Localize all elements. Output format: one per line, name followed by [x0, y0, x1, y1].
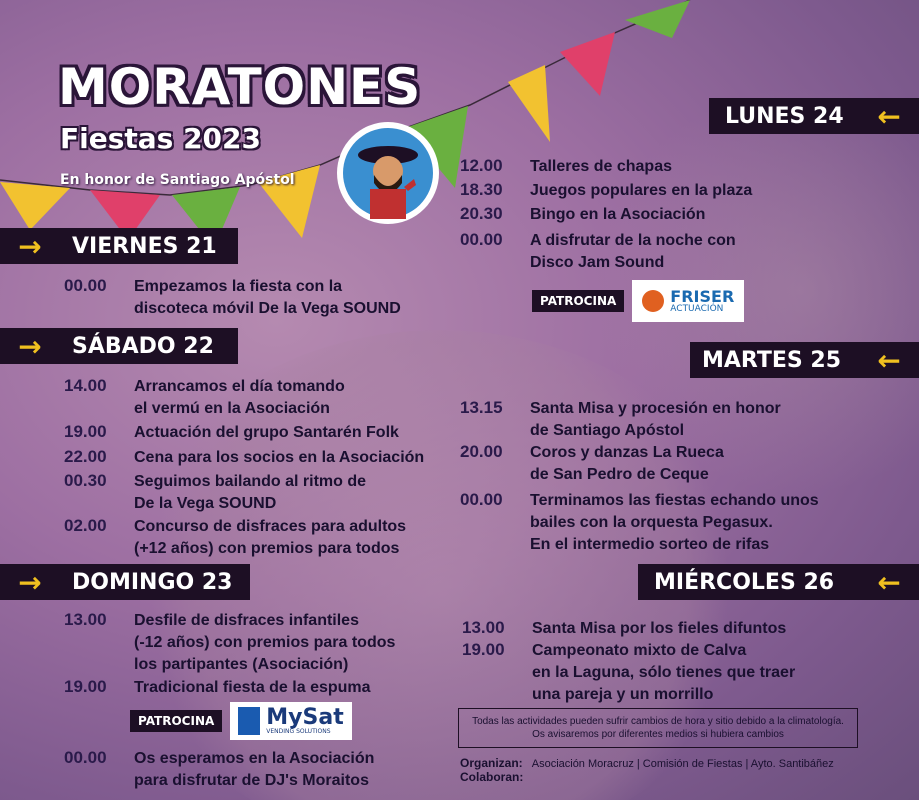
event-time: 00.30 [64, 471, 107, 490]
friser-name: FRISER [670, 286, 735, 306]
arrow-right-icon: → [18, 329, 42, 363]
arrow-right-icon: → [18, 565, 42, 599]
organizers [460, 756, 834, 784]
day-bar-viernes [0, 228, 238, 264]
collaborators-label: Colaboran: [460, 770, 524, 784]
event-item [64, 447, 424, 469]
event-desc: Juegos populares en la plaza [530, 182, 753, 199]
poster-subtitle: Fiestas 2023 [60, 122, 262, 155]
event-item [462, 640, 795, 706]
event-desc: Santa Misa y procesión en honor de Santiago Apóstol [530, 400, 781, 439]
event-desc: Concurso de disfraces para adultos (+12 años) con premios para todos [134, 518, 407, 557]
event-time: 19.00 [64, 677, 107, 696]
event-item [460, 204, 705, 226]
event-desc: Seguimos bailando al ritmo de De la Vega SOUND [134, 473, 367, 512]
event-item [64, 677, 371, 699]
day-bar-martes [690, 342, 919, 378]
event-item [460, 490, 819, 556]
sponsor-tag: PATROCINA [130, 710, 222, 732]
poster-title: MORATONES [58, 58, 422, 116]
event-desc: Coros y danzas La Rueca de San Pedro de Ceque [530, 444, 724, 483]
flag-pink [560, 32, 615, 96]
event-item [460, 180, 752, 202]
event-desc: A disfrutar de la noche con Disco Jam Sound [530, 232, 736, 271]
event-time: 19.00 [64, 422, 107, 441]
honor-text: En honor de Santiago Apóstol [60, 172, 295, 188]
event-item [64, 610, 395, 676]
event-time: 00.00 [64, 748, 107, 767]
event-time: 00.00 [460, 490, 503, 509]
event-desc: Arrancamos el día tomando el vermú en la Asociación [134, 378, 345, 417]
day-label: MIÉRCOLES 26 [654, 569, 835, 595]
flag-yellow [508, 65, 550, 142]
day-label: VIERNES 21 [72, 233, 217, 259]
event-item [64, 376, 345, 420]
event-desc: Tradicional fiesta de la espuma [134, 679, 371, 696]
event-item [64, 422, 399, 444]
day-label: LUNES 24 [725, 103, 844, 129]
event-desc: Bingo en la Asociación [530, 206, 706, 223]
event-item [462, 618, 786, 640]
mysat-sub: VENDING SOLUTIONS [266, 728, 331, 735]
event-item [64, 276, 401, 320]
arrow-left-icon: ← [877, 99, 901, 133]
friser-logo [632, 280, 744, 322]
event-desc: Terminamos las fiestas echando unos bailes con la orquesta Pegasux. En el intermedio sorteo de rifas [530, 492, 819, 553]
day-label: DOMINGO 23 [72, 569, 233, 595]
mysat-logo [230, 702, 351, 740]
notice-box: Todas las actividades pueden sufrir cambios de hora y sitio debido a la climatología. Os avisaremos por diferentes medios si hubiera cambios [458, 708, 858, 748]
event-item [460, 442, 724, 486]
event-item [64, 471, 366, 515]
day-bar-sabado [0, 328, 238, 364]
day-bar-domingo [0, 564, 250, 600]
event-desc: Desfile de disfraces infantiles (-12 años) con premios para todos los partipantes (Asociación) [134, 612, 396, 673]
event-time: 20.00 [460, 442, 503, 461]
sponsor-friser [532, 280, 744, 322]
mysat-icon [238, 707, 260, 735]
event-time: 20.30 [460, 204, 503, 223]
friser-sub: ACTUACIÓN [670, 303, 724, 314]
event-item [460, 156, 672, 178]
flag-green [625, 0, 690, 38]
day-bar-miercoles [638, 564, 919, 600]
sponsor-mysat [130, 702, 352, 740]
sponsor-tag: PATROCINA [532, 290, 624, 312]
event-time: 14.00 [64, 376, 107, 395]
event-item [460, 398, 781, 442]
arrow-right-icon: → [18, 229, 42, 263]
day-label: MARTES 25 [702, 347, 842, 373]
event-time: 00.00 [460, 230, 503, 249]
event-desc: Os esperamos en la Asociación para disfrutar de DJ's Moraitos [134, 750, 375, 789]
event-time: 13.00 [64, 610, 107, 629]
event-item [64, 516, 406, 560]
event-time: 22.00 [64, 447, 107, 466]
event-desc: Empezamos la fiesta con la discoteca móvil De la Vega SOUND [134, 278, 401, 317]
event-time: 13.15 [460, 398, 503, 417]
organizers-value: Asociación Moracruz | Comisión de Fiestas | Ayto. Santibáñez [531, 758, 834, 770]
event-desc: Actuación del grupo Santarén Folk [134, 424, 399, 441]
event-time: 00.00 [64, 276, 107, 295]
event-desc: Campeonato mixto de Calva en la Laguna, sólo tienes que traer una pareja y un morrillo [532, 642, 796, 703]
event-time: 12.00 [460, 156, 503, 175]
event-item [64, 748, 374, 792]
event-desc: Cena para los socios en la Asociación [134, 449, 425, 466]
organizers-label: Organizan: [460, 756, 523, 770]
event-time: 19.00 [462, 640, 505, 659]
event-desc: Santa Misa por los fieles difuntos [532, 620, 787, 637]
santiago-emblem-icon [337, 122, 439, 224]
arrow-left-icon: ← [877, 565, 901, 599]
day-bar-lunes [709, 98, 919, 134]
mysat-name: MySat [266, 705, 344, 730]
flag-yellow [0, 182, 70, 230]
day-label: SÁBADO 22 [72, 333, 214, 359]
event-time: 18.30 [460, 180, 503, 199]
event-desc: Talleres de chapas [530, 158, 672, 175]
friser-icon [642, 290, 664, 312]
event-time: 13.00 [462, 618, 505, 637]
event-time: 02.00 [64, 516, 107, 535]
event-item [460, 230, 736, 274]
arrow-left-icon: ← [877, 343, 901, 377]
